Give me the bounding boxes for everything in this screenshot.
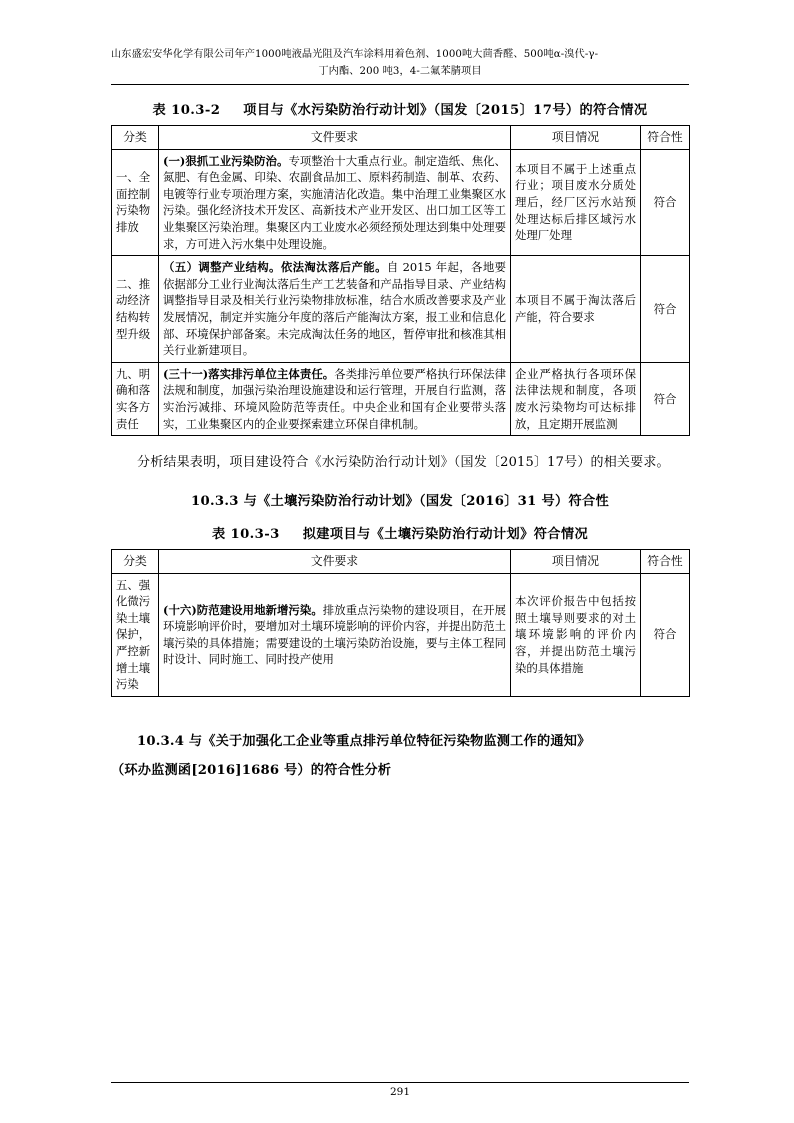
footer-divider [111,1082,689,1083]
table-1-row-2-requirement-title: （五）调整产业结构。依法淘汰落后产能。 [163,260,387,275]
table-1-row-2-category: 二、推动经济结构转型升级 [112,256,159,363]
table-water-pollution-compliance [111,125,690,436]
table-1-row-3-requirement-title: (三十一)落实排污单位主体责任。 [163,366,335,381]
table-row [112,256,690,363]
table-1-col-project-case: 项目情况 [511,126,641,150]
analysis-paragraph: 分析结果表明，项目建设符合《水污染防治行动计划》（国发〔2015〕17号）的相关要求。 [137,455,670,471]
table-1-row-1-requirement [159,149,511,256]
table-1-row-3-category: 九、明确和落实各方责任 [112,362,159,435]
table-2-caption-number: 表 10.3-3 [211,527,280,543]
table-2-header-row [112,550,690,574]
table-row [112,573,690,696]
table-1-caption-title: 项目与《水污染防治行动计划》（国发〔2015〕17号）的符合情况 [243,103,648,118]
section-heading-10-3-3: 10.3.3 与《土壤污染防治行动计划》（国发〔2016〕31 号）符合性 [191,494,609,510]
table-1-row-3-project-case: 企业严格执行各项环保法律法规和制度，各项废水污染物均可达标排放，且定期开展监测 [511,362,641,435]
section-heading-10-3-4-line-1: 10.3.4 与《关于加强化工企业等重点排污单位特征污染物监测工作的通知》 [137,733,591,749]
page-content [111,46,689,785]
table-2-row-1-conformity: 符合 [641,573,690,696]
table-1-row-3-requirement [159,362,511,435]
table-1-row-3-conformity: 符合 [641,362,690,435]
table-1-col-requirement: 文件要求 [159,126,511,150]
table-1-row-1-project-case: 本项目不属于上述重点行业；项目废水分质处理后，经厂区污水站预处理达标后排区域污水处理厂处理 [511,149,641,256]
table-1-row-1-requirement-body: 专项整治十大重点行业。制定造纸、焦化、氮肥、有色金属、印染、农副食品加工、原料药制造、制革、农药、电镀等行业专项治理方案，实施清洁化改造。集中治理工业集聚区水污染。强化经济技术开发区、高新技术产业开发区、出口加工区等工业集聚区污染治理。集聚区内工业废水必须经预处理达到集中处理要求，方可进入污水集中处理设施。 [163,153,506,251]
table-2-row-1-requirement-body: 排放重点污染物的建设项目，在开展环境影响评价时，要增加对土壤环境影响的评价内容，并提出防范土壤污染的具体措施；需要建设的土壤污染防治设施，要与主体工程同时设计、同时施工、同时投产使用 [163,602,506,667]
running-header-line-1: 山东盛宏安华化学有限公司年产1000吨液晶光阻及汽车涂料用着色剂、1000吨大茴香醛、500吨α-溴代-γ- [111,49,599,60]
table-1-row-1-requirement-title: (一)狠抓工业污染防治。 [163,153,289,168]
table-1-header-row [112,126,690,150]
section-heading-10-3-4 [111,727,689,785]
table-2-col-category: 分类 [112,550,159,574]
table-1-col-conformity: 符合性 [641,126,690,150]
table-2-caption [111,523,689,542]
table-1-row-2-requirement [159,256,511,363]
table-2-row-1-project-case: 本次评价报告中包括按照土壤导则要求的对土壤环境影响的评价内容，并提出防范土壤污染的具体措施 [511,573,641,696]
section-heading-10-3-4-line-2: （环办监测函[2016]1686 号）的符合性分析 [111,762,392,778]
table-1-row-1-conformity: 符合 [641,149,690,256]
table-row [112,362,690,435]
table-1-row-2-requirement-body: 自 2015 年起，各地要依据部分工业行业淘汰落后生产工艺装备和产品指导目录、产业结构调整指导目录及相关行业污染物排放标准，结合水质改善要求及产业发展情况，制定并实施分年度的落后产能淘汰方案，报工业和信息化部、环境保护部备案。未完成淘汰任务的地区，暂停审批和核准其相关行业新建项目。 [163,260,506,358]
table-2-row-1-requirement [159,573,511,696]
table-1-row-1-category: 一、全面控制污染物排放 [112,149,159,256]
table-1-row-2-project-case: 本项目不属于淘汰落后产能，符合要求 [511,256,641,363]
table-2-col-requirement: 文件要求 [159,550,511,574]
table-1-row-3-requirement-body: 各类排污单位要严格执行环保法律法规和制度，加强污染治理设施建设和运行管理，开展自行监测，落实治污减排、环境风险防范等责任。中央企业和国有企业要带头落实，工业集聚区内的企业要探索建立环保自律机制。 [163,366,506,431]
table-1-col-category: 分类 [112,126,159,150]
table-2-col-conformity: 符合性 [641,550,690,574]
table-1-row-2-conformity: 符合 [641,256,690,363]
page-footer [111,1082,689,1098]
table-1-caption-number: 表 10.3-2 [152,103,221,118]
table-2-row-1-category: 五、强化微污染土壤保护，严控新增土壤污染 [112,573,159,696]
running-header [111,46,689,80]
table-2-col-project-case: 项目情况 [511,550,641,574]
table-2-caption-title: 拟建项目与《土壤污染防治行动计划》符合情况 [302,527,589,543]
table-1-caption [111,99,689,118]
page-number: 291 [389,1086,411,1098]
table-soil-pollution-compliance [111,549,690,697]
table-row [112,149,690,256]
running-header-line-2: 丁内酯、200 吨3，4-二氟苯腈项目 [318,66,482,77]
table-2-row-1-requirement-title: (十六)防范建设用地新增污染。 [163,602,323,617]
header-divider [111,84,689,85]
